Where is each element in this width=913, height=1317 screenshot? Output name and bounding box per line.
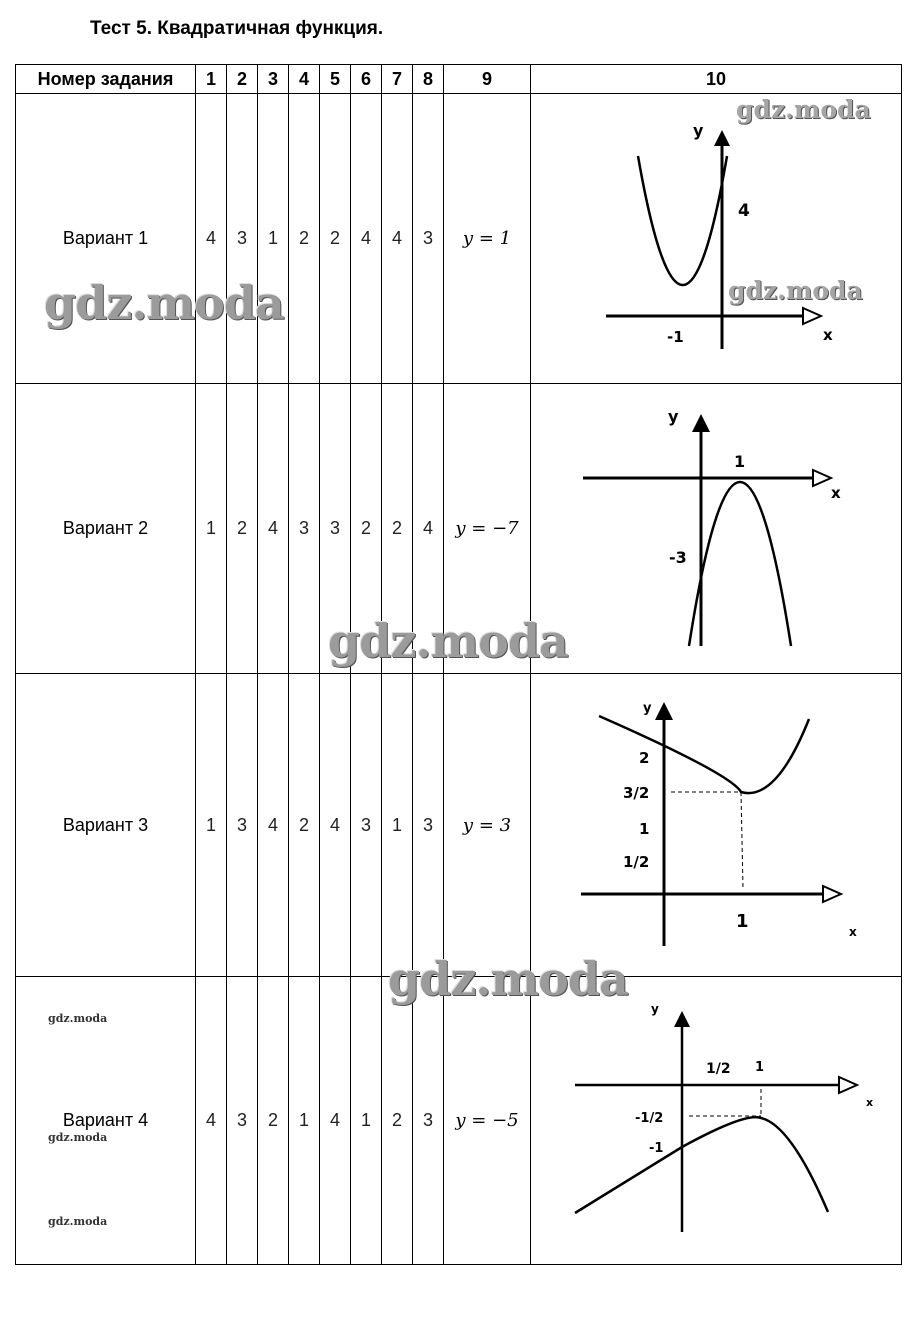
header-cell: 9 <box>444 65 531 94</box>
parabola-graph-2 <box>531 384 901 673</box>
answer-cell: 2 <box>258 977 289 1265</box>
watermark: gdz.moda <box>728 276 863 305</box>
x-arrow-icon <box>823 886 841 902</box>
graph-label: 1 <box>755 1060 765 1075</box>
header-cell: 5 <box>320 65 351 94</box>
x-axis-label: x <box>831 484 841 502</box>
header-row <box>16 65 902 94</box>
answer-nine: y = 3 <box>444 674 531 977</box>
table-row <box>16 94 902 384</box>
graph-label: 1 <box>639 820 650 838</box>
variant-label: Вариант 4 <box>16 977 196 1265</box>
answer-cell: 4 <box>258 384 289 674</box>
answer-cell: 1 <box>258 94 289 384</box>
answer-cell: 2 <box>382 384 413 674</box>
parabola-curve <box>638 156 727 285</box>
answer-cell: 1 <box>289 977 320 1265</box>
watermark: gdz.moda <box>48 1012 108 1025</box>
answer-cell: 3 <box>413 674 444 977</box>
graph-label: -3 <box>669 548 687 567</box>
answer-cell: 4 <box>320 977 351 1265</box>
watermark: gdz.moda <box>44 276 284 330</box>
y-axis-label: y <box>643 701 652 716</box>
watermark: gdz.moda <box>48 1215 108 1228</box>
x-arrow-icon <box>839 1077 857 1093</box>
answer-cell: 4 <box>320 674 351 977</box>
answer-cell: 2 <box>289 94 320 384</box>
x-axis-label: x <box>866 1096 874 1109</box>
parabola-curve <box>689 482 791 646</box>
answer-cell: 4 <box>258 674 289 977</box>
graph-label: -1 <box>649 1141 664 1156</box>
graph-cell <box>531 94 902 384</box>
parabola-graph-3 <box>531 674 901 976</box>
y-axis-label: y <box>668 407 679 426</box>
parabola-graph-1 <box>531 94 901 383</box>
header-cell: 10 <box>531 65 902 94</box>
answer-cell: 3 <box>227 977 258 1265</box>
watermark: gdz.moda <box>736 95 871 124</box>
answer-cell: 4 <box>196 94 227 384</box>
x-axis-label: x <box>849 925 857 939</box>
y-arrow-icon <box>655 702 673 720</box>
graph-label: 2 <box>639 749 650 767</box>
answer-cell: 1 <box>351 977 382 1265</box>
answer-cell: 4 <box>382 94 413 384</box>
y-arrow-icon <box>692 414 710 432</box>
graph-label: 4 <box>738 201 750 221</box>
graph-label: -1 <box>667 328 684 346</box>
graph-label: 1 <box>736 911 749 932</box>
x-axis-label: x <box>823 326 833 344</box>
answer-nine: y = −5 <box>444 977 531 1265</box>
header-cell: 7 <box>382 65 413 94</box>
answer-cell: 4 <box>413 384 444 674</box>
graph-label: 3/2 <box>623 784 650 802</box>
dashed-guide <box>741 792 743 889</box>
y-axis-label: y <box>651 1002 659 1016</box>
answer-cell: 3 <box>351 674 382 977</box>
graph-cell <box>531 977 902 1265</box>
header-cell: 8 <box>413 65 444 94</box>
answer-cell: 3 <box>227 94 258 384</box>
answer-cell: 1 <box>196 674 227 977</box>
variant-label: Вариант 2 <box>16 384 196 674</box>
answer-cell: 2 <box>320 94 351 384</box>
x-arrow-icon <box>803 308 821 324</box>
answer-cell: 3 <box>289 384 320 674</box>
watermark: gdz.moda <box>328 614 568 668</box>
page-title: Тест 5. Квадратичная функция. <box>90 18 384 39</box>
y-arrow-icon <box>674 1011 690 1027</box>
graph-label: 1/2 <box>706 1061 731 1077</box>
graph-label: -1/2 <box>635 1111 664 1126</box>
header-cell: 3 <box>258 65 289 94</box>
graph-cell <box>531 674 902 977</box>
parabola-curve <box>575 1117 828 1213</box>
graph-label: 1/2 <box>623 853 650 871</box>
answer-cell: 4 <box>351 94 382 384</box>
header-cell: 1 <box>196 65 227 94</box>
answer-cell: 3 <box>320 384 351 674</box>
answer-cell: 2 <box>351 384 382 674</box>
graph-cell <box>531 384 902 674</box>
y-arrow-icon <box>714 130 730 146</box>
answer-cell: 3 <box>413 94 444 384</box>
answer-cell: 2 <box>227 384 258 674</box>
answer-nine: y = −7 <box>444 384 531 674</box>
header-cell: 2 <box>227 65 258 94</box>
watermark: gdz.moda <box>48 1131 108 1144</box>
graph-label: 1 <box>734 452 746 471</box>
header-cell: Номер задания <box>16 65 196 94</box>
header-cell: 6 <box>351 65 382 94</box>
table-row <box>16 674 902 977</box>
answer-cell: 1 <box>382 674 413 977</box>
header-cell: 4 <box>289 65 320 94</box>
answer-nine: y = 1 <box>444 94 531 384</box>
parabola-curve <box>599 716 809 793</box>
answer-cell: 3 <box>413 977 444 1265</box>
parabola-graph-4 <box>531 977 901 1264</box>
answer-cell: 3 <box>227 674 258 977</box>
answer-cell: 4 <box>196 977 227 1265</box>
variant-label: Вариант 1 <box>16 94 196 384</box>
variant-label: Вариант 3 <box>16 674 196 977</box>
watermark: gdz.moda <box>388 952 628 1006</box>
x-arrow-icon <box>813 470 831 486</box>
table-row <box>16 977 902 1265</box>
y-axis-label: y <box>693 121 704 140</box>
answer-cell: 2 <box>382 977 413 1265</box>
answer-cell: 1 <box>196 384 227 674</box>
answer-cell: 2 <box>289 674 320 977</box>
